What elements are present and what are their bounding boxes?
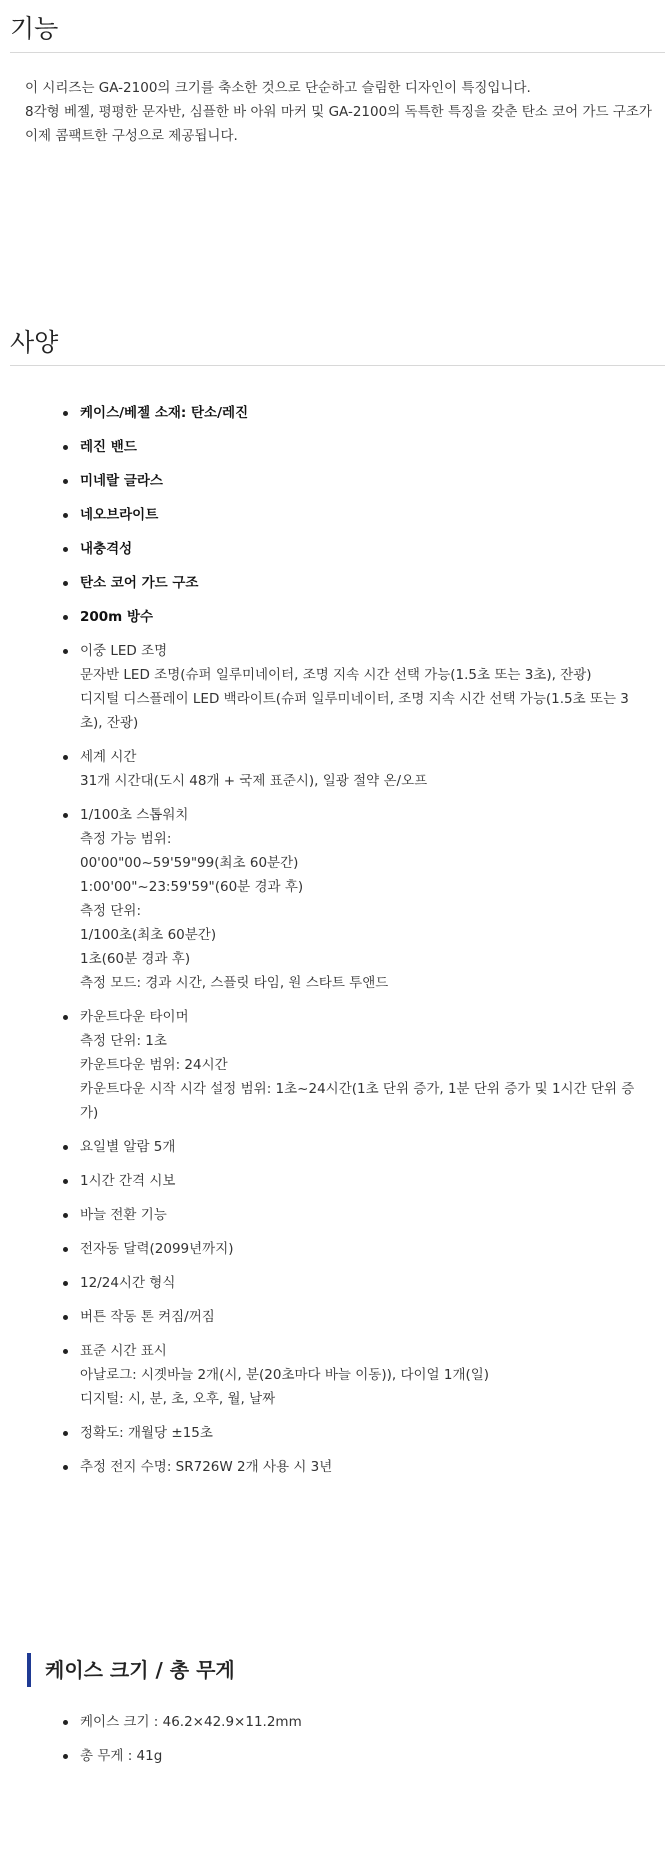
spec-title: 바늘 전환 기능 — [80, 1207, 167, 1223]
spec-title: 추정 전지 수명: SR726W 2개 사용 시 3년 — [80, 1459, 333, 1475]
spec-detail: 1초(60분 경과 후) — [80, 951, 191, 967]
specs-list — [0, 401, 640, 1489]
features-heading: 기능 — [10, 14, 59, 43]
list-item: 총 무게 : 41g — [80, 1744, 640, 1768]
list-item — [80, 1237, 640, 1261]
list-item — [80, 1455, 640, 1479]
spec-title: 정확도: 개월당 ±15초 — [80, 1425, 213, 1441]
list-item — [80, 1005, 640, 1125]
list-item — [80, 605, 640, 629]
list-item — [80, 1169, 640, 1193]
spec-title: 1시간 간격 시보 — [80, 1173, 176, 1189]
features-description — [25, 76, 655, 148]
spec-title: 미네랄 글라스 — [80, 473, 163, 489]
spec-title: 내충격성 — [80, 541, 133, 557]
spec-detail: 1/100초(최초 60분간) — [80, 927, 217, 943]
list-item — [80, 1339, 640, 1411]
list-item — [80, 1135, 640, 1159]
list-item — [80, 401, 640, 425]
list-item — [80, 1305, 640, 1329]
specs-divider — [10, 365, 665, 366]
case-list — [0, 1710, 640, 1778]
features-paragraph: 8각형 베젤, 평평한 문자반, 심플한 바 아워 마커 및 GA-2100의 독특한 특징을 갖춘 탄소 코어 가드 구조가 이제 콤팩트한 구성으로 제공됩니다. — [25, 104, 652, 144]
list-item: 케이스 크기 : 46.2×42.9×11.2mm — [80, 1710, 640, 1734]
list-item — [80, 537, 640, 561]
spec-title: 표준 시간 표시 — [80, 1343, 167, 1359]
case-heading: 케이스 크기 / 총 무게 — [27, 1653, 235, 1687]
list-item — [80, 435, 640, 459]
spec-detail: 카운트다운 범위: 24시간 — [80, 1057, 228, 1073]
list-item — [80, 571, 640, 595]
spec-detail: 측정 단위: — [80, 903, 142, 919]
spec-title: 탄소 코어 가드 구조 — [80, 575, 199, 591]
spec-title: 200m 방수 — [80, 609, 154, 625]
spec-title: 케이스/베젤 소재: 탄소/레진 — [80, 405, 249, 421]
spec-title: 카운트다운 타이머 — [80, 1009, 189, 1025]
features-divider — [10, 52, 665, 53]
spec-title: 1/100초 스톱워치 — [80, 807, 189, 823]
spec-detail: 31개 시간대(도시 48개 + 국제 표준시), 일광 절약 온/오프 — [80, 773, 428, 789]
spec-title: 요일별 알람 5개 — [80, 1139, 176, 1155]
list-item — [80, 1421, 640, 1445]
spec-detail: 측정 모드: 경과 시간, 스플릿 타임, 원 스타트 투앤드 — [80, 975, 389, 991]
specs-heading: 사양 — [10, 328, 59, 357]
spec-title: 12/24시간 형식 — [80, 1275, 176, 1291]
list-item — [80, 745, 640, 793]
spec-detail: 1:00'00"~23:59'59"(60분 경과 후) — [80, 879, 304, 895]
spec-detail: 측정 단위: 1초 — [80, 1033, 167, 1049]
spec-detail: 아날로그: 시곗바늘 2개(시, 분(20초마다 바늘 이동)), 다이얼 1개(일) — [80, 1367, 490, 1383]
spec-detail: 디지털: 시, 분, 초, 오후, 월, 날짜 — [80, 1391, 276, 1407]
features-paragraph: 이 시리즈는 GA-2100의 크기를 축소한 것으로 단순하고 슬림한 디자인이 특징입니다. — [25, 80, 531, 96]
spec-detail: 00'00"00~59'59"99(최초 60분간) — [80, 855, 299, 871]
list-item — [80, 1203, 640, 1227]
spec-detail: 측정 가능 범위: — [80, 831, 172, 847]
spec-detail: 디지털 디스플레이 LED 백라이트(슈퍼 일루미네이터, 조명 지속 시간 선택 가능(1.5초 또는 3초), 잔광) — [80, 691, 629, 731]
spec-detail: 문자반 LED 조명(슈퍼 일루미네이터, 조명 지속 시간 선택 가능(1.5초 또는 3초), 잔광) — [80, 667, 592, 683]
spec-title: 네오브라이트 — [80, 507, 159, 523]
list-item — [80, 803, 640, 995]
spec-title: 버튼 작동 톤 켜짐/꺼짐 — [80, 1309, 215, 1325]
list-item — [80, 469, 640, 493]
spec-title: 세계 시간 — [80, 749, 137, 765]
spec-title: 이중 LED 조명 — [80, 643, 168, 659]
list-item — [80, 503, 640, 527]
spec-detail: 카운트다운 시작 시각 설정 범위: 1초~24시간(1초 단위 증가, 1분 단위 증가 및 1시간 단위 증가) — [80, 1081, 635, 1121]
list-item — [80, 1271, 640, 1295]
spec-title: 전자동 달력(2099년까지) — [80, 1241, 234, 1257]
list-item — [80, 639, 640, 735]
spec-title: 레진 밴드 — [80, 439, 137, 455]
